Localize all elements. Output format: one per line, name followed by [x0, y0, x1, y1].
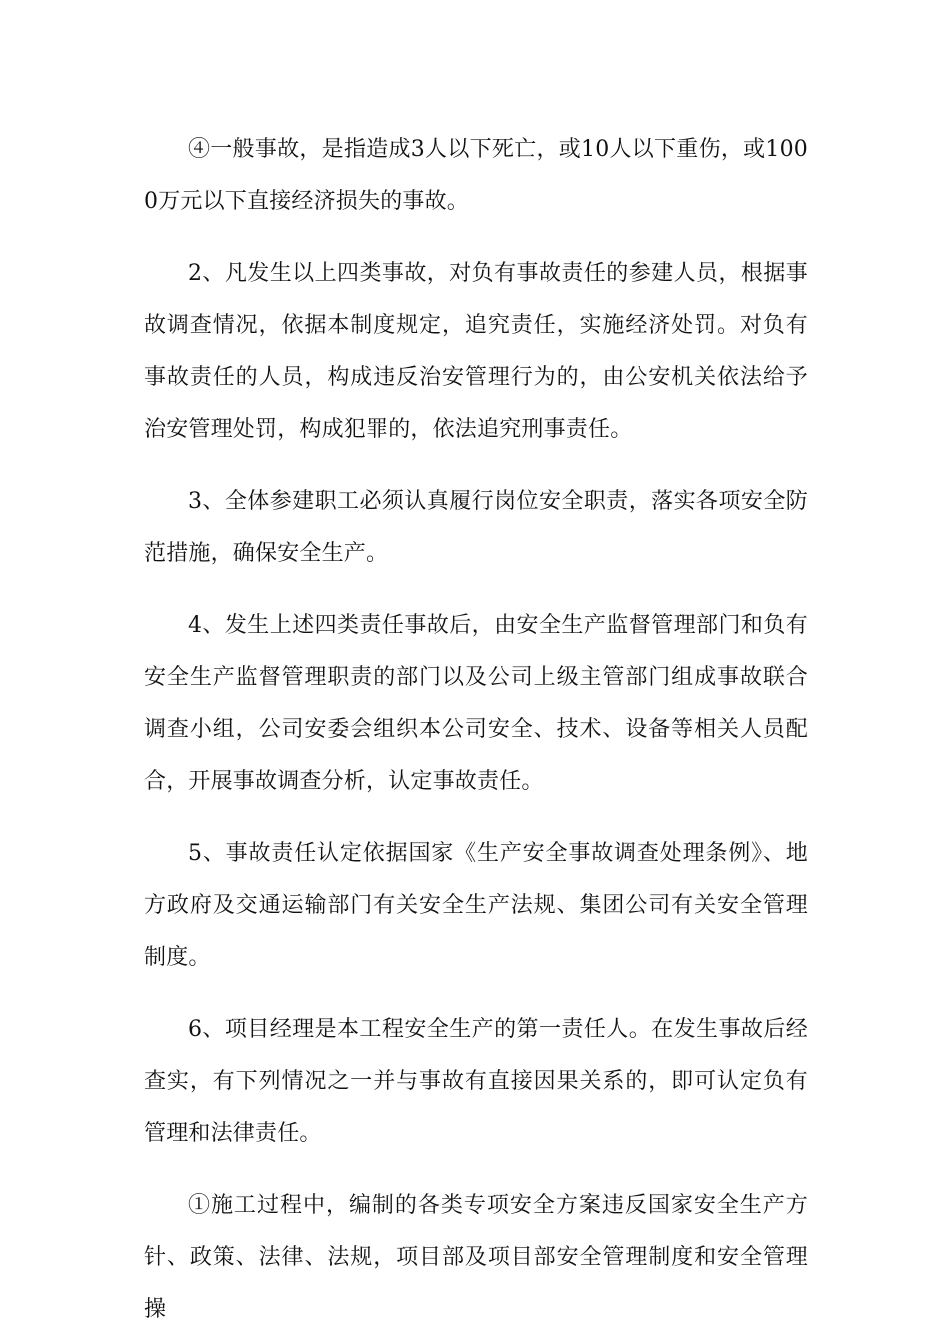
paragraph-general-accident: ④一般事故，是指造成3人以下死亡，或10人以下重伤，或1000万元以下直接经济损失的事故。 — [144, 137, 808, 214]
paragraph-item-2: 2、凡发生以上四类事故，对负有事故责任的参建人员，根据事故调查情况，依据本制度规定，追究责任，实施经济处罚。对负有事故责任的人员，构成违反治安管理行为的，由公安机关依法给予治安管理处罚，构成犯罪的，依法追究刑事责任。 — [144, 261, 808, 442]
paragraph-item-5: 5、事故责任认定依据国家《生产安全事故调查处理条例》、地方政府及交通运输部门有关安全生产法规、集团公司有关安全管理制度。 — [144, 841, 808, 970]
document-body — [144, 124, 808, 1336]
paragraph-sub-item-1: ①施工过程中，编制的各类专项安全方案违反国家安全生产方针、政策、法律、法规，项目部及项目部安全管理制度和安全管理操 — [144, 1193, 808, 1322]
paragraph-item-3: 3、全体参建职工必须认真履行岗位安全职责，落实各项安全防范措施，确保安全生产。 — [144, 489, 808, 566]
paragraph-item-6: 6、项目经理是本工程安全生产的第一责任人。在发生事故后经查实，有下列情况之一并与事故有直接因果关系的，即可认定负有管理和法律责任。 — [144, 1017, 808, 1146]
paragraph-item-4: 4、发生上述四类责任事故后，由安全生产监督管理部门和负有安全生产监督管理职责的部门以及公司上级主管部门组成事故联合调查小组，公司安委会组织本公司安全、技术、设备等相关人员配合，开展事故调查分析，认定事故责任。 — [144, 613, 808, 794]
